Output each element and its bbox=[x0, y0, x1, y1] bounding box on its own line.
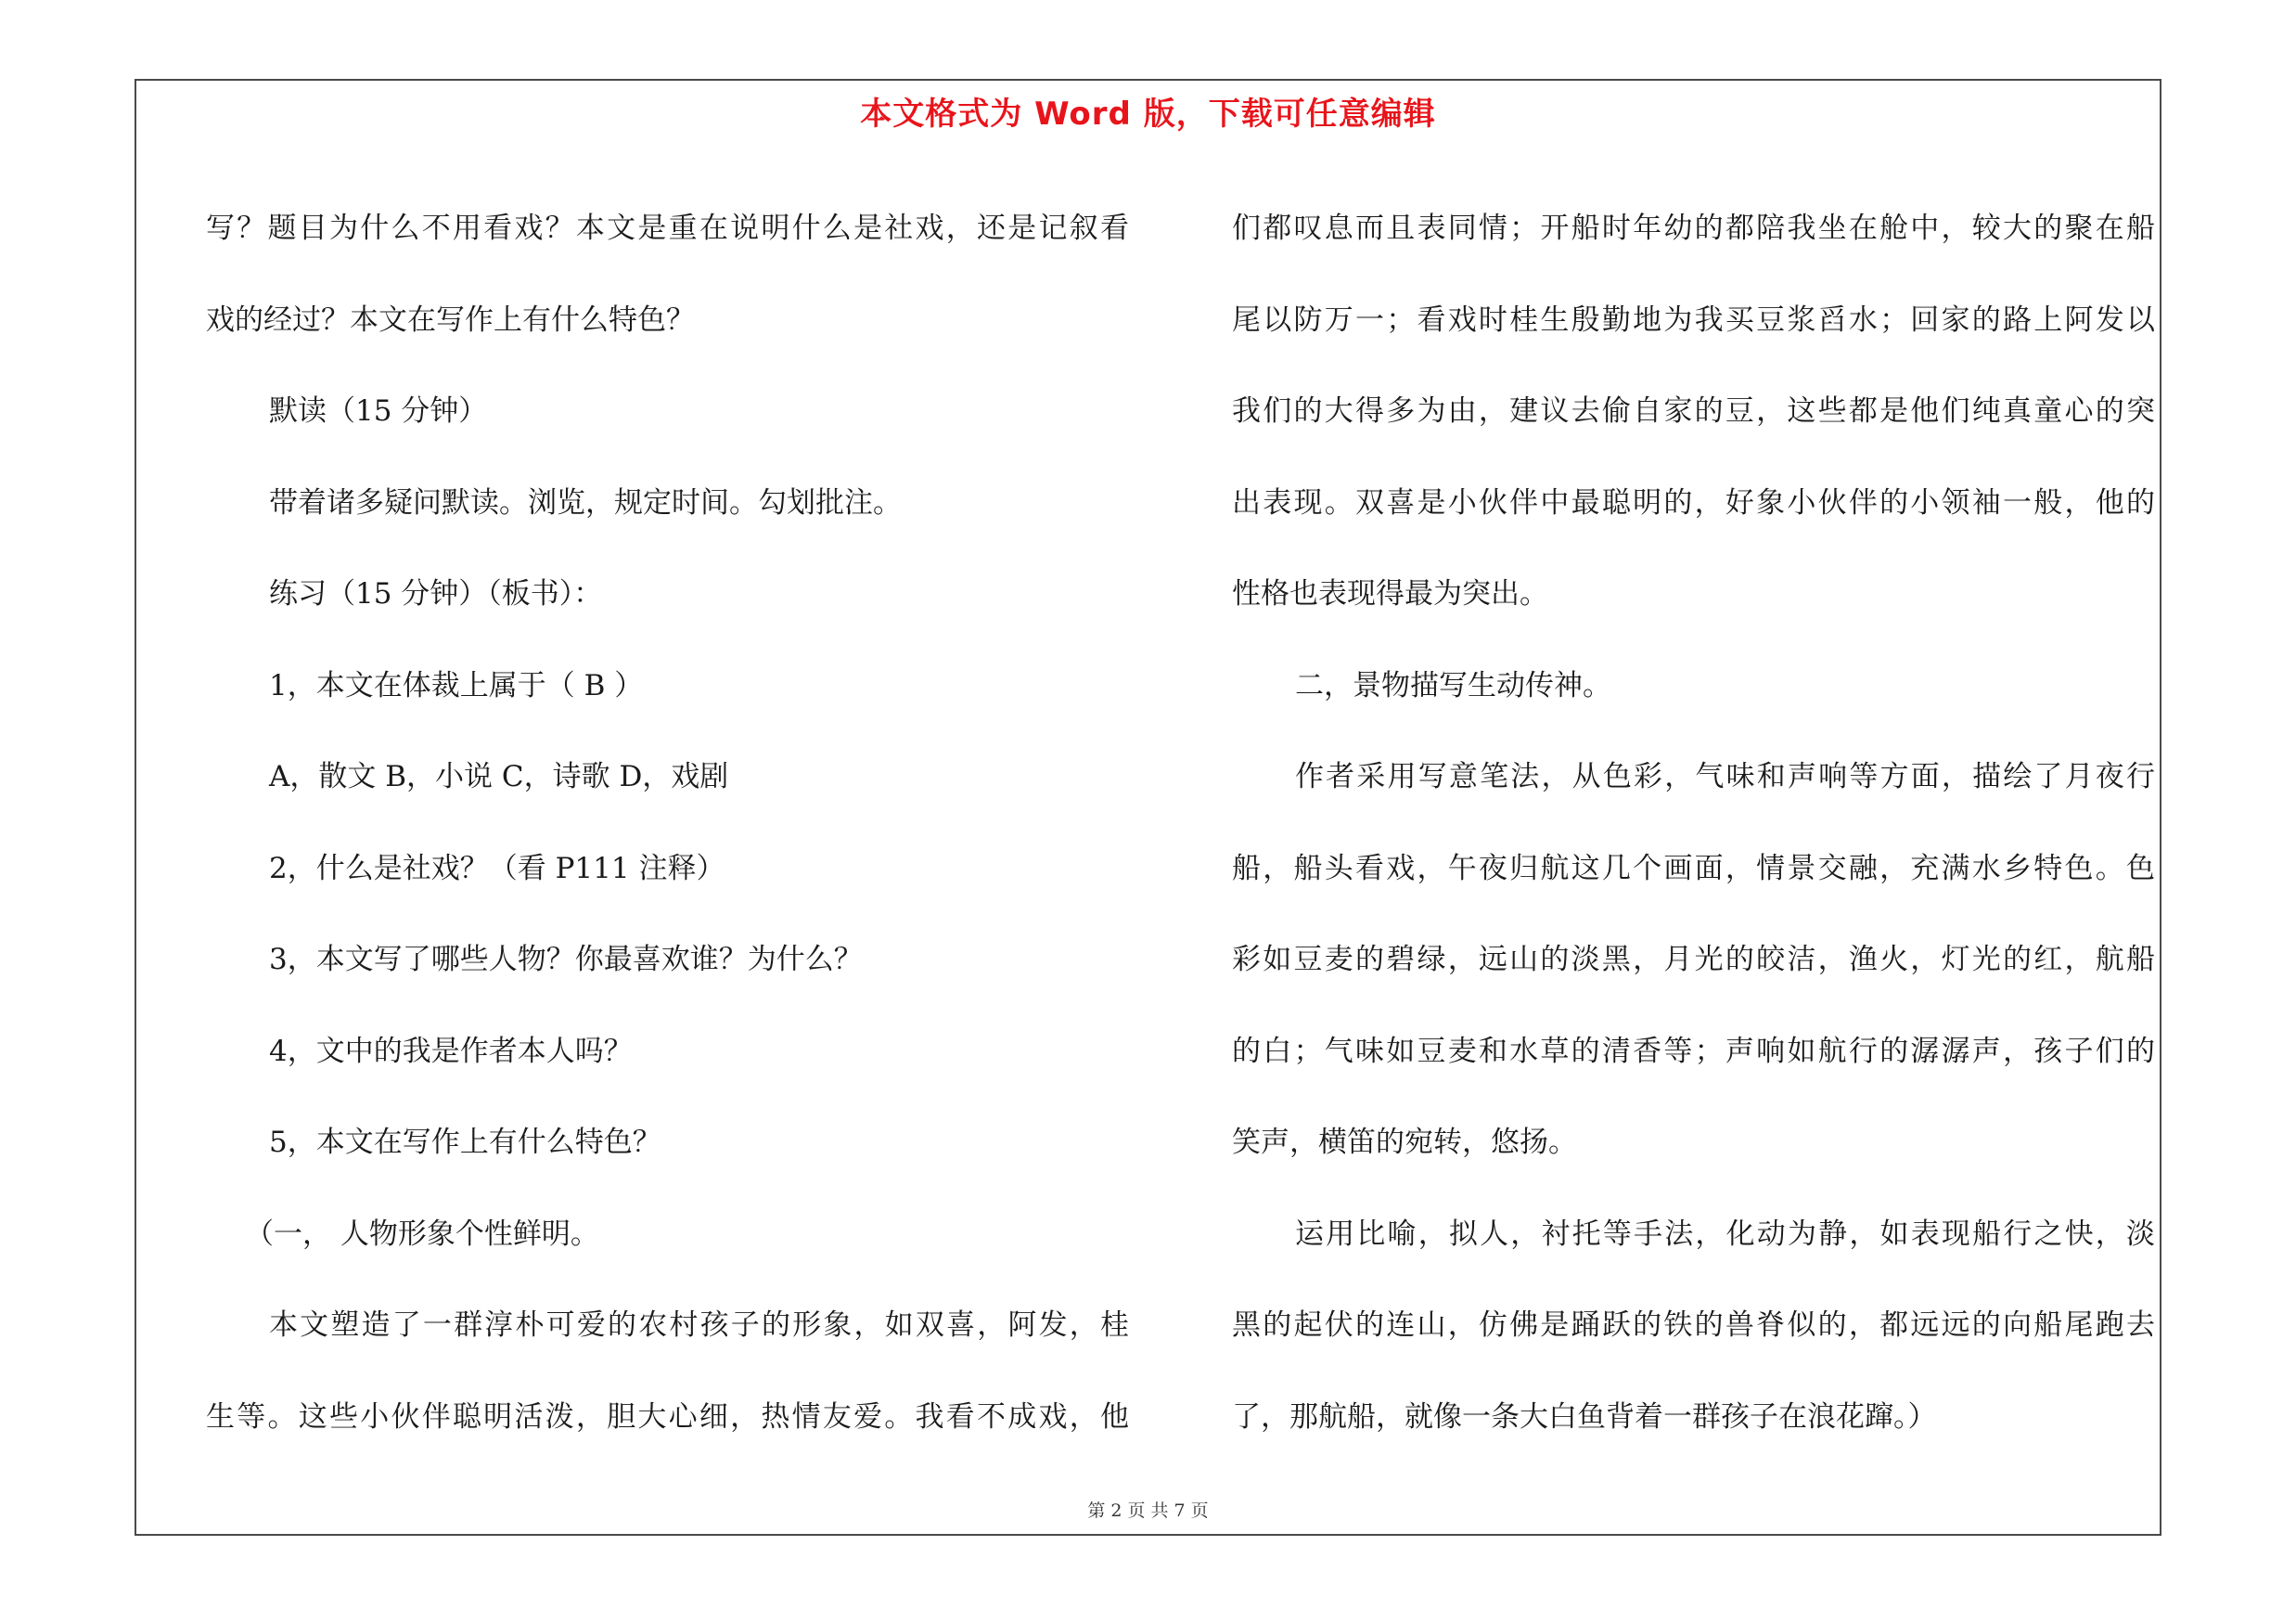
paragraph-line: 2，什么是社戏？（看 P111 注释） bbox=[269, 851, 725, 885]
right-column bbox=[1232, 183, 2155, 1462]
paragraph-line: 性格也表现得最为突出。 bbox=[1232, 577, 1548, 611]
paragraph-line: 尾以防万一；看戏时桂生殷勤地为我买豆浆舀水；回家的路上阿发以 bbox=[1232, 303, 2155, 337]
paragraph-line: 作者采用写意笔法，从色彩，气味和声响等方面，描绘了月夜行 bbox=[1295, 760, 2155, 793]
paragraph-line: 本文塑造了一群淳朴可爱的农村孩子的形象，如双喜，阿发，桂 bbox=[269, 1308, 1129, 1342]
paragraph-line: A，散文 B，小说 C，诗歌 D，戏剧 bbox=[269, 760, 729, 793]
paragraph-line: 我们的大得多为由，建议去偷自家的豆，这些都是他们纯真童心的突 bbox=[1232, 394, 2155, 428]
paragraph-line: 1，本文在体裁上属于（ B ） bbox=[269, 668, 644, 702]
paragraph-line: 笑声，横笛的宛转，悠扬。 bbox=[1232, 1126, 1577, 1159]
paragraph-line: 的白；气味如豆麦和水草的清香等；声响如航行的潺潺声，孩子们的 bbox=[1232, 1034, 2155, 1068]
paragraph-line: 戏的经过？本文在写作上有什么特色？ bbox=[206, 303, 695, 337]
section-heading: （一， 人物形象个性鲜明。 bbox=[245, 1217, 599, 1251]
paragraph-line: 3，本文写了哪些人物？你最喜欢谁？为什么？ bbox=[269, 943, 863, 976]
paragraph-line: 练习（15 分钟）（板书）： bbox=[269, 577, 603, 611]
paragraph-line: 了，那航船，就像一条大白鱼背着一群孩子在浪花蹿。） bbox=[1232, 1399, 1937, 1434]
paragraph-line: 5，本文在写作上有什么特色？ bbox=[269, 1126, 661, 1159]
paragraph-line: 彩如豆麦的碧绿，远山的淡黑，月光的皎洁，渔火，灯光的红，航船 bbox=[1232, 943, 2155, 976]
page-number: 第 2 页 共 7 页 bbox=[1087, 1501, 1209, 1521]
paragraph-line: 运用比喻，拟人，衬托等手法，化动为静，如表现船行之快，淡 bbox=[1295, 1217, 2155, 1251]
paragraph-line: 黑的起伏的连山，仿佛是踊跃的铁的兽脊似的，都远远的向船尾跑去 bbox=[1232, 1308, 2155, 1342]
paragraph-line: 船，船头看戏，午夜归航这几个画面，情景交融，充满水乡特色。色 bbox=[1232, 851, 2155, 885]
left-column bbox=[206, 183, 1129, 1462]
section-heading: 二，景物描写生动传神。 bbox=[1295, 668, 1611, 702]
paragraph-line: 写？题目为什么不用看戏？本文是重在说明什么是社戏，还是记叙看 bbox=[206, 212, 1129, 245]
paragraph-line: 4，文中的我是作者本人吗？ bbox=[269, 1034, 633, 1068]
paragraph-line: 默读（15 分钟） bbox=[269, 394, 488, 428]
paragraph-line: 出表现。双喜是小伙伴中最聪明的，好象小伙伴的小领袖一般，他的 bbox=[1232, 485, 2155, 520]
header-banner: 本文格式为 Word 版，下载可任意编辑 bbox=[860, 96, 1436, 133]
paragraph-line: 生等。这些小伙伴聪明活泼，胆大心细，热情友爱。我看不成戏，他 bbox=[206, 1399, 1129, 1434]
paragraph-line: 带着诸多疑问默读。浏览，规定时间。勾划批注。 bbox=[269, 485, 902, 520]
paragraph-line: 们都叹息而且表同情；开船时年幼的都陪我坐在舱中，较大的聚在船 bbox=[1232, 212, 2155, 245]
